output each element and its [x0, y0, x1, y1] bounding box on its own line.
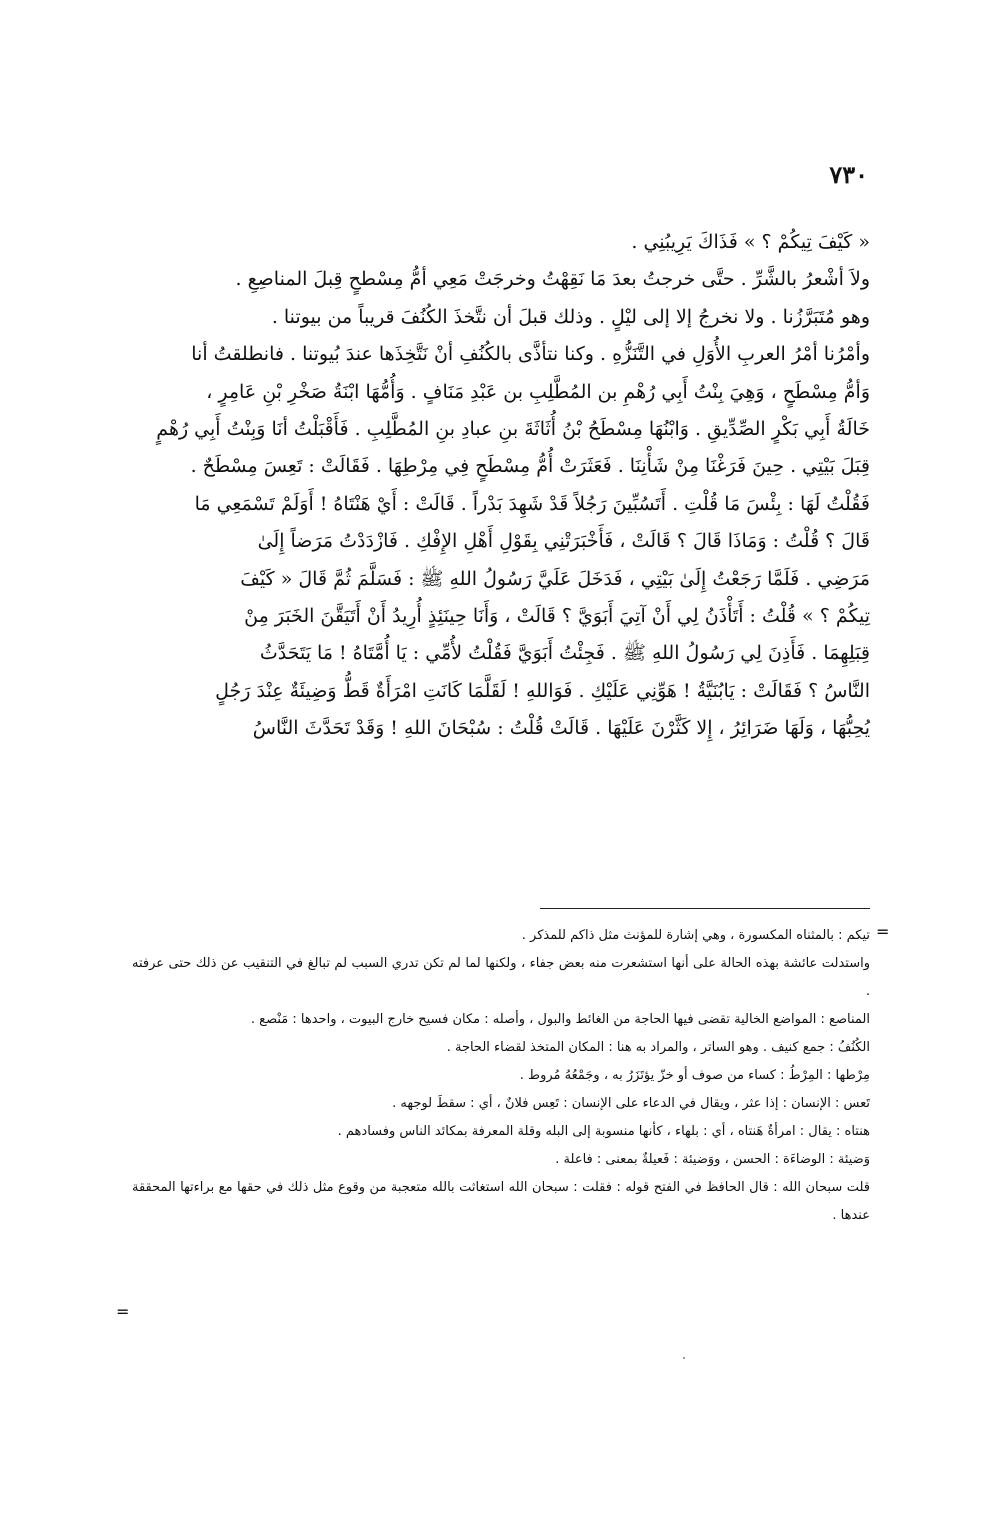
footnote-divider [540, 908, 870, 909]
footnote: وَضيئة : الوضاءَة : الحسن ، ووَضيئة : فَعيلةٌ بمعنى : فاعلة . [555, 1152, 870, 1167]
text-line: خَالَةُ أَبِي بَكْرٍ الصِّدِّيقِ . وَابْنُهَا مِسْطَحُ بْنُ أُثَاثَةَ بنِ عبادِ بنِ المُطَّلِبِ . فَأَقْبَلْتُ أنَا وَبِنْتُ أَبِي رُهْمٍ [156, 418, 870, 441]
main-text [138, 224, 870, 748]
footnote: تيكم : بالمثناه المكسورة ، وهي إشارة للمؤنث مثل ذاكم للمذكر . [521, 928, 870, 943]
footnote: هنتاه : يقال : امرأةٌ هَنتاه ، أي : بلهاء ، كأنها منسوبة إلى البله وقلة المعرفة بمكائد الناس وفسادهم . [337, 1124, 870, 1139]
text-line: مَرَضِي . فَلَمَّا رَجَعْتُ إِلَىٰ بَيْتِي ، فَدَخَلَ عَلَيَّ رَسُولُ اللهِ ﷺ : فَسَلَّمَ ثُمَّ قَالَ « كَيْفَ [240, 567, 870, 590]
text-line: قِبَلِهِمَا . فَأَذِنَ لِي رَسُولُ اللهِ ﷺ . فَجِئْتُ أَبَوَيَّ فَقُلْتُ لأُمِّي : يَا أُمَّتَاهُ ! مَا يَتَحَدَّثُ [259, 642, 870, 665]
footnote: المناصع : المواضع الخالية تقضى فيها الحاجة من الغائط والبول ، وأصله : مكان فسيح خارج البيوت ، واحدها : مَنْصع . [250, 1012, 870, 1027]
text-line: النَّاسُ ؟ فَقَالَتْ : يَابُنَيَّةُ ! هَوِّنِي عَلَيْكِ . فَوَاللهِ ! لَقَلَّمَا كَانَتِ امْرَأَةٌ قَطُّ وَضِيئَةٌ عِنْدَ رَجُلٍ [215, 679, 870, 702]
footnote: الكُنُفُ : جمع كنيف . وهو الساتر ، والمراد به هنا : المكان المتخذ لقضاء الحاجة . [446, 1040, 870, 1055]
text-line: يُحِبُّهَا ، وَلَهَا ضَرَائِرُ ، إِلا كَثَّرْنَ عَلَيْهَا . قَالَتْ قُلْتُ : سُبْحَانَ اللهِ ! وَقَدْ تَحَدَّثَ النَّاسُ [252, 717, 870, 740]
text-line: ولاَ أشْعرُ بالشَّرِّ . حتَّى خرجتُ بعدَ مَا نَقِهْتُ وخرجَتْ مَعِي أمُّ مِسْطحٍ قِبلَ المناصِعِ . [235, 268, 870, 291]
text-line: وَأمُّ مِسْطَحٍ ، وَهِيَ بِنْتُ أَبِي رُهْمِ بن المُطَّلِبِ بن عَبْدِ مَنَافٍ . وَأُمُّهَا ابْنَةُ صَخْرِ بْنِ عَامِرٍ ، [206, 380, 870, 403]
text-line: قِبَلَ بَيْتِي . حِينَ فَرَغْنَا مِنْ شَأْنِنَا . فَعَثَرَتْ أُمُّ مِسْطَحٍ فِي مِرْطِهَا . فَقَالَتْ : تَعِسَ مِسْطَحٌ . [190, 455, 870, 478]
text-line: قَالَ ؟ قُلْتُ : وَمَاذَا قَالَ ؟ قَالَتْ ، فَأَخْبَرَتْنِي بِقَوْلِ أَهْلِ الإِفْكِ . فَازْدَدْتُ مَرَضاً إِلَىٰ [257, 530, 870, 553]
text-line: وهو مُتَبَرَّزُنا . ولا نخرجُ إلا إلى ليْلٍ . وذلك قبلَ أن نتَّخذَ الكُنُفَ قريباً من بيوتنا . [271, 305, 870, 328]
text-line: « كَيْفَ تِيكُمْ ؟ » فَذَاكَ يَرِيبُنِي . [631, 231, 870, 253]
scan-speck [683, 1357, 685, 1359]
footnote-continuation-mark: = [876, 922, 890, 941]
text-line: تِيكُمْ ؟ » قُلْتُ : أَتَأْذَنُ لِي أَنْ آتِيَ أَبَوَيَّ ؟ قَالَتْ ، وَأَنَا حِينَئِذٍ أُرِيدُ أَنْ أَتَيَقَّنَ الخَبَرَ مِنْ [244, 605, 870, 628]
footnote-continuation-mark: = [116, 1302, 130, 1321]
footnote: مِرْطها : المِرْطُ : كساء من صوف أو خزّ يؤتَزَرُ به ، وجَمْعُهُ مُروط . [519, 1068, 870, 1083]
page-number: ٧٣٠ [829, 160, 868, 189]
footnote: واستدلت عائشة بهذه الحالة على أنها استشعرت منه بعض جفاء ، ولكنها لما لم تكن تدري السبب لم تبالغ في التنقيب عن ذلك حتى عرفته . [132, 956, 870, 999]
footnotes [132, 922, 870, 1230]
text-line: وأمْرُنا أمْرُ العربِ الأُوَلِ في التَّنَزُّهِ . وكنا نتأذَّى بالكُنُفِ أنْ نَتَّخِذَها عندَ بُيوتنا . فانطلقتُ أنا [191, 343, 870, 366]
text-line: فَقُلْتُ لَهَا : بِئْسَ مَا قُلْتِ . أَتَسُبِّينَ رَجُلاً قَدْ شَهِدَ بَدْراً . قَالَتْ : أَيْ هَنْتَاهُ ! أَوَلَمْ تَسْمَعِي مَا [194, 492, 870, 515]
footnote: تَعس : الإنسان : إذا عثر ، ويقال في الدعاء على الإنسان : تَعِس فلانٌ ، أي : سقطَ لوجهه . [392, 1096, 870, 1111]
footnote: قلت سبحان الله : قال الحافظ في الفتح قوله : فقلت : سبحان الله استغاثت بالله متعجبة من وقوع مثل ذلك في حقها مع براءتها المحققة عندها . [132, 1180, 870, 1223]
